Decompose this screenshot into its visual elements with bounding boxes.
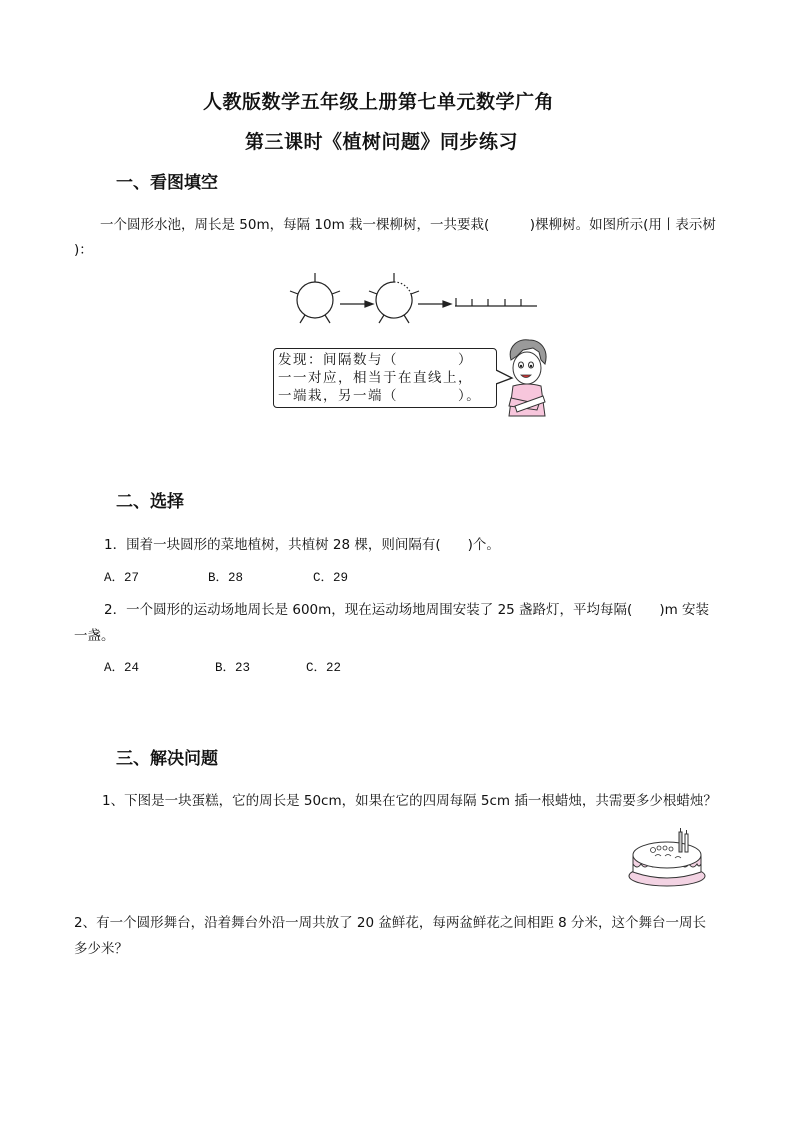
problem-2-text: 2、有一个圆形舞台，沿着舞台外沿一周共放了 20 盆鲜花，每两盆鲜花之间相距 8 分米，这个舞台一周长 <box>74 915 707 931</box>
circle-to-line-diagram-icon <box>285 268 545 328</box>
section-heading-choice: 二、选择 <box>116 492 184 512</box>
document-title: 人教版数学五年级上册第七单元数学广角 <box>203 91 555 113</box>
section-heading-solve: 三、解决问题 <box>116 749 218 769</box>
question-text: 一个圆形水池，周长是 50m，每隔 10m 栽一棵柳树，一共要栽( )棵柳树。如图所示(用丨表示树 <box>100 217 716 233</box>
q2-option-c[interactable]: C．22 <box>306 661 342 675</box>
section-heading-fill-blank: 一、看图填空 <box>116 173 218 193</box>
document-subtitle: 第三课时《植树问题》同步练习 <box>245 131 519 153</box>
bubble-line-1: 发现：间隔数与（ ） <box>278 352 473 368</box>
boy-arms-crossed-icon <box>505 338 550 418</box>
question-2-text-cont: 一盏。 <box>74 628 115 644</box>
q2-option-a[interactable]: A．24 <box>104 661 140 675</box>
q1-option-c[interactable]: C．29 <box>313 571 349 585</box>
q1-option-a[interactable]: A．27 <box>104 571 140 585</box>
speech-bubble <box>273 348 497 408</box>
question-1-text: 1．围着一块圆形的菜地植树，共植树 28 棵，则间隔有( )个。 <box>104 537 500 553</box>
bubble-line-3: 一端栽，另一端（ ）。 <box>278 388 482 404</box>
birthday-cake-icon <box>627 822 707 890</box>
problem-1-text: 1、下图是一块蛋糕，它的周长是 50cm，如果在它的四周每隔 5cm 插一根蜡烛，共需要多少根蜡烛？ <box>102 793 717 809</box>
problem-2-text-cont: 多少米？ <box>74 941 128 957</box>
question-2-text: 2．一个圆形的运动场地周长是 600m，现在运动场地周围安装了 25 盏路灯，平均每隔( )m 安装 <box>104 602 710 618</box>
q1-option-b[interactable]: B．28 <box>208 571 244 585</box>
question-text-cont: )： <box>74 242 93 258</box>
q2-option-b[interactable]: B．23 <box>215 661 251 675</box>
bubble-line-2: 一一对应，相当于在直线上， <box>278 370 473 386</box>
